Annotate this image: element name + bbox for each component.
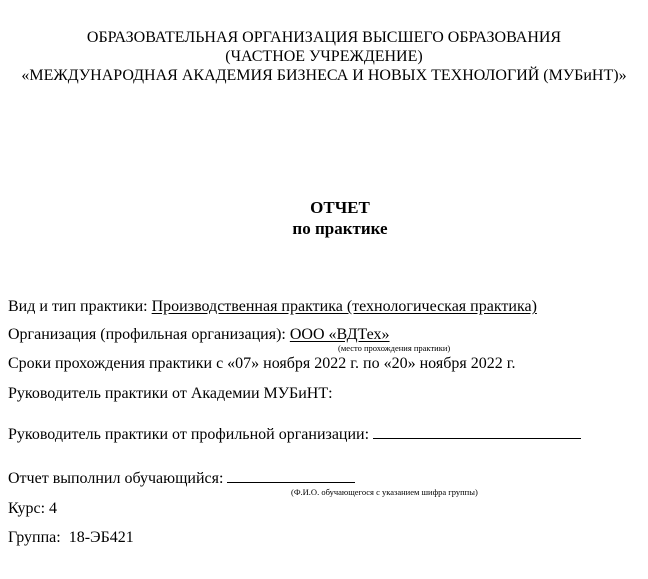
group-value: 18-ЭБ421 (68, 529, 134, 546)
student-label: Отчет выполнил обучающийся: (8, 470, 228, 487)
student-hint: (Ф.И.О. обучающегося с указанием шифра группы) (291, 487, 478, 497)
report-subtitle: по практике (292, 219, 388, 238)
header-line-3: «МЕЖДУНАРОДНАЯ АКАДЕМИЯ БИЗНЕСА И НОВЫХ ТЕХНОЛОГИЙ (МУБиНТ)» (21, 67, 627, 84)
organization-hint: (место прохождения практики) (338, 343, 451, 353)
course-value: 4 (49, 500, 58, 517)
practice-type-label: Вид и тип практики: (8, 298, 152, 315)
academy-supervisor-label: Руководитель практики от Академии МУБиНТ: (8, 385, 333, 402)
organization-value: ООО «ВДТех» (289, 326, 390, 343)
course-label: Курс: (8, 500, 50, 517)
org-supervisor-blank (373, 424, 581, 439)
org-supervisor-row (8, 424, 581, 445)
practice-dates: Сроки прохождения практики с «07» ноября 2022 г. по «20» ноября 2022 г. (8, 355, 516, 372)
organization-row (8, 325, 390, 345)
practice-type-row (8, 297, 537, 317)
organization-label: Организация (профильная организация): (8, 326, 290, 343)
header-line-1: ОБРАЗОВАТЕЛЬНАЯ ОРГАНИЗАЦИЯ ВЫСШЕГО ОБРАЗОВАНИЯ (86, 29, 562, 46)
org-supervisor-label: Руководитель практики от профильной организации: (8, 426, 374, 443)
report-title: ОТЧЕТ (310, 198, 370, 217)
group-row (8, 528, 134, 548)
course-row (8, 499, 57, 519)
student-row (8, 468, 355, 489)
student-blank (227, 468, 355, 483)
header-line-2: (ЧАСТНОЕ УЧРЕЖДЕНИЕ) (225, 48, 423, 65)
practice-type-value: Производственная практика (технологическая практика) (151, 298, 537, 315)
group-label: Группа: (8, 529, 69, 546)
